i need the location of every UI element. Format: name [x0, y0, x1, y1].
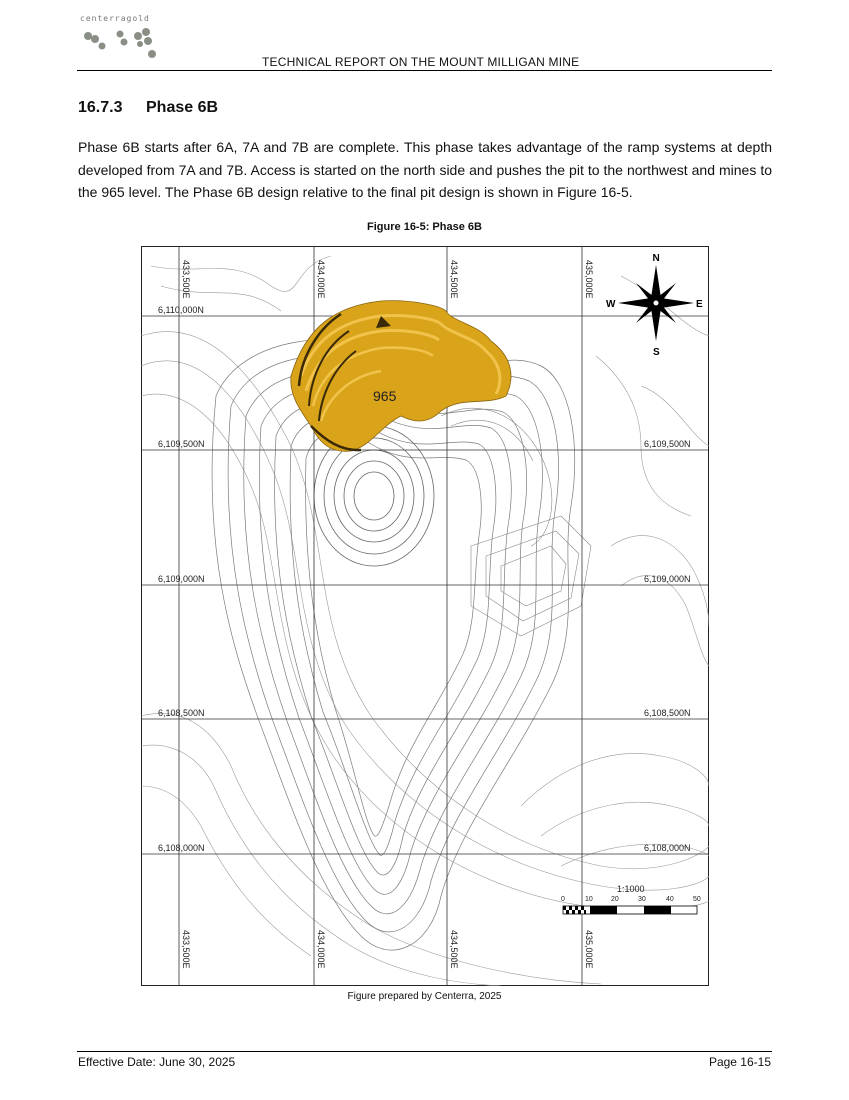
footer-divider — [77, 1051, 772, 1052]
company-logo — [80, 14, 170, 64]
easting-label-bottom: 435,000E — [584, 930, 594, 969]
scale-tick: 10 — [585, 896, 593, 903]
report-title: TECHNICAL REPORT ON THE MOUNT MILLIGAN MINE — [262, 55, 580, 69]
body-paragraph: Phase 6B starts after 6A, 7A and 7B are complete. This phase takes advantage of the ramp systems at depth developed from 7A and 7B. Access is started on the north side and pushes the pit to the northwest and mines to the 965 level. The Phase 6B design relative to the final pit design is shown in Figure 16-5. — [78, 139, 772, 200]
figure-source: Figure prepared by Centerra, 2025 — [347, 991, 502, 1002]
section-heading — [78, 99, 218, 117]
northing-label-right: 6,108,500N — [644, 708, 691, 718]
pit-map — [141, 246, 709, 986]
easting-label-top: 433,500E — [181, 260, 191, 299]
easting-label-bottom: 433,500E — [181, 930, 191, 969]
header-divider — [77, 70, 772, 71]
section-title: Phase 6B — [146, 99, 219, 116]
northing-label-right: 6,109,000N — [644, 574, 691, 584]
northing-label-left: 6,110,000N — [158, 305, 204, 315]
page-number: Page 16-15 — [708, 1055, 771, 1069]
compass-w: W — [606, 299, 616, 310]
scale-tick: 30 — [638, 896, 646, 903]
scale-ratio: 1:1000 — [617, 884, 645, 894]
northing-label-right: 6,109,500N — [644, 439, 691, 449]
northing-label-left: 6,108,000N — [158, 843, 205, 853]
northing-label-left: 6,109,500N — [158, 439, 205, 449]
scale-tick: 0 — [561, 896, 565, 903]
easting-label-top: 435,000E — [584, 260, 594, 299]
easting-label-top: 434,500E — [449, 260, 459, 299]
northing-label-left: 6,108,500N — [158, 708, 205, 718]
effective-date: Effective Date: June 30, 2025 — [78, 1055, 236, 1069]
easting-label-bottom: 434,500E — [449, 930, 459, 969]
compass-e: E — [696, 299, 703, 310]
easting-label-bottom: 434,000E — [316, 930, 326, 969]
scale-tick: 40 — [666, 896, 674, 903]
northing-label-right: 6,108,000N — [644, 843, 691, 853]
figure-caption: Figure 16-5: Phase 6B — [367, 221, 482, 233]
logo-hexagons-icon — [80, 24, 160, 64]
compass-n: N — [652, 253, 660, 264]
northing-label-left: 6,109,000N — [158, 574, 205, 584]
scale-tick: 50 — [693, 896, 701, 903]
logo-text: centerragold — [80, 14, 150, 23]
easting-label-top: 434,000E — [316, 260, 326, 299]
scale-tick: 20 — [611, 896, 619, 903]
compass-s: S — [653, 347, 660, 358]
section-number: 16.7.3 — [78, 99, 123, 116]
level-label-965: 965 — [373, 388, 397, 404]
